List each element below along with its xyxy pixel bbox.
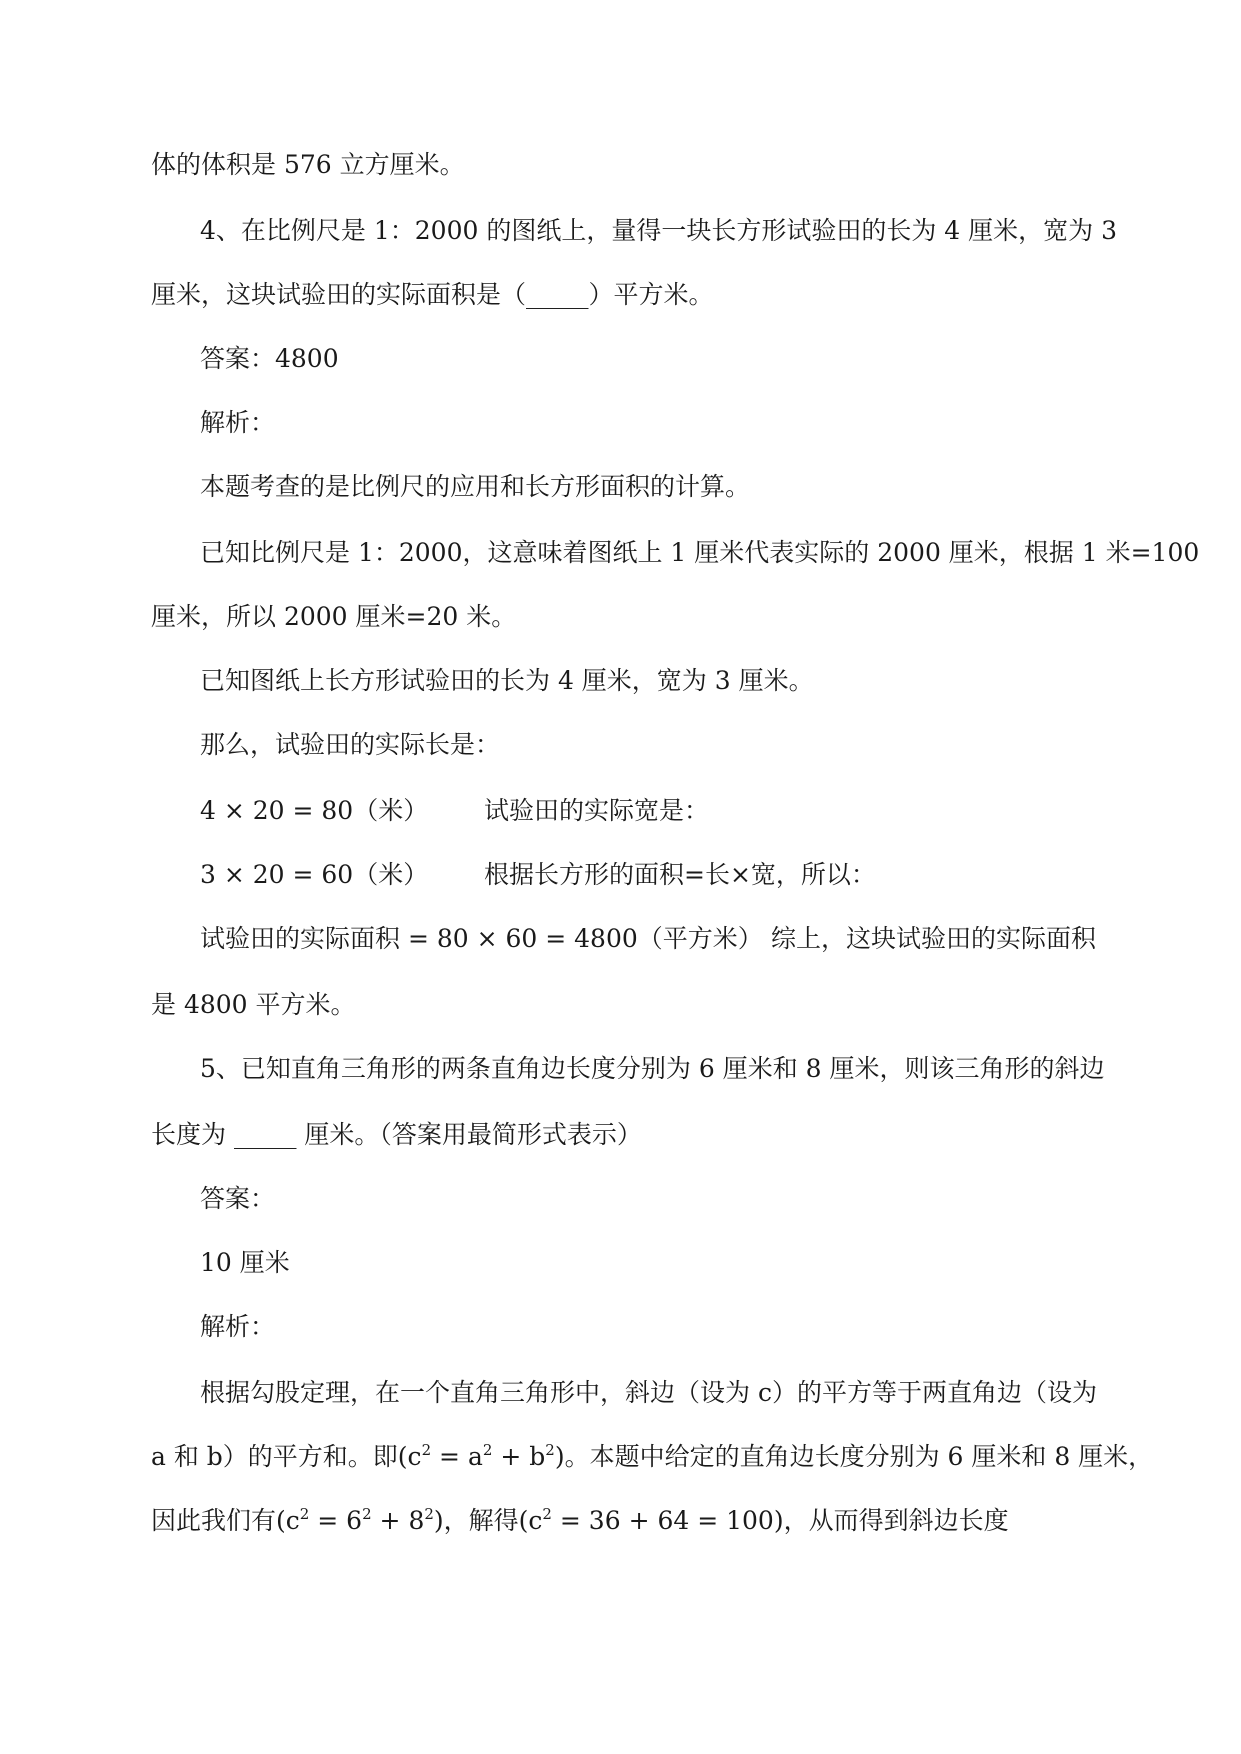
question-5-line-1: 5、已知直角三角形的两条直角边长度分别为 6 厘米和 8 厘米，则该三角形的斜边 xyxy=(200,1054,1105,1083)
superscript: 2 xyxy=(545,1441,555,1459)
analysis-text: 已知比例尺是 1：2000，这意味着图纸上 1 厘米代表实际的 2000 厘米，根据 1 米=100 xyxy=(200,538,1200,567)
formula-line xyxy=(151,1440,1153,1474)
superscript: 2 xyxy=(424,1505,434,1523)
formula-text: a 和 b）的平方和。即(c xyxy=(151,1442,422,1471)
calc-expression: 试验田的实际面积 = 80 × 60 = 4800（平方米） xyxy=(200,924,763,953)
calc-note: 综上，这块试验田的实际面积 xyxy=(771,924,1097,953)
analysis-text: 那么，试验田的实际长是： xyxy=(200,730,501,759)
text-line: 体的体积是 576 立方厘米。 xyxy=(151,150,465,179)
calc-expression: 4 × 20 = 80（米） xyxy=(200,796,429,825)
answer-label: 答案： xyxy=(200,1184,276,1213)
superscript: 2 xyxy=(482,1441,493,1459)
formula-text: = 6 xyxy=(309,1506,363,1535)
calc-line xyxy=(200,858,428,892)
superscript: 2 xyxy=(542,1505,552,1523)
formula-text: = a xyxy=(431,1442,483,1471)
analysis-text: 已知图纸上长方形试验田的长为 4 厘米，宽为 3 厘米。 xyxy=(200,666,814,695)
formula-text: + b xyxy=(492,1442,546,1471)
answer-label: 答案：4800 xyxy=(200,344,339,373)
analysis-text: 本题考查的是比例尺的应用和长方形面积的计算。 xyxy=(200,472,751,501)
calc-line xyxy=(200,794,428,828)
analysis-label: 解析： xyxy=(200,408,276,437)
analysis-text: 厘米，所以 2000 厘米=20 米。 xyxy=(151,602,517,631)
question-4-line-2: 厘米，这块试验田的实际面积是（_____）平方米。 xyxy=(151,280,714,309)
formula-text: + 8 xyxy=(371,1506,425,1535)
calc-note: 根据长方形的面积=长×宽，所以： xyxy=(484,860,876,889)
calc-expression: 3 × 20 = 60（米） xyxy=(200,860,429,889)
question-5-line-2: 长度为 _____ 厘米。（答案用最简形式表示） xyxy=(151,1120,642,1149)
calc-note: 试验田的实际宽是： xyxy=(484,796,710,825)
formula-text: )，解得(c xyxy=(433,1506,543,1535)
answer-value: 10 厘米 xyxy=(200,1248,290,1277)
question-4-line-1: 4、在比例尺是 1：2000 的图纸上，量得一块长方形试验田的长为 4 厘米，宽为 3 xyxy=(200,216,1117,245)
superscript: 2 xyxy=(421,1441,432,1459)
formula-text: )。本题中给定的直角边长度分别为 6 厘米和 8 厘米， xyxy=(554,1442,1154,1471)
conclusion-text: 是 4800 平方米。 xyxy=(151,990,356,1019)
superscript: 2 xyxy=(362,1505,372,1523)
formula-line xyxy=(151,1504,1009,1538)
calc-line xyxy=(200,922,763,956)
formula-text: 因此我们有(c xyxy=(151,1506,300,1535)
analysis-label: 解析： xyxy=(200,1312,276,1341)
superscript: 2 xyxy=(299,1505,310,1523)
analysis-text: 根据勾股定理，在一个直角三角形中，斜边（设为 c）的平方等于两直角边（设为 xyxy=(200,1378,1097,1407)
formula-text: = 36 + 64 = 100)，从而得到斜边长度 xyxy=(551,1506,1009,1535)
